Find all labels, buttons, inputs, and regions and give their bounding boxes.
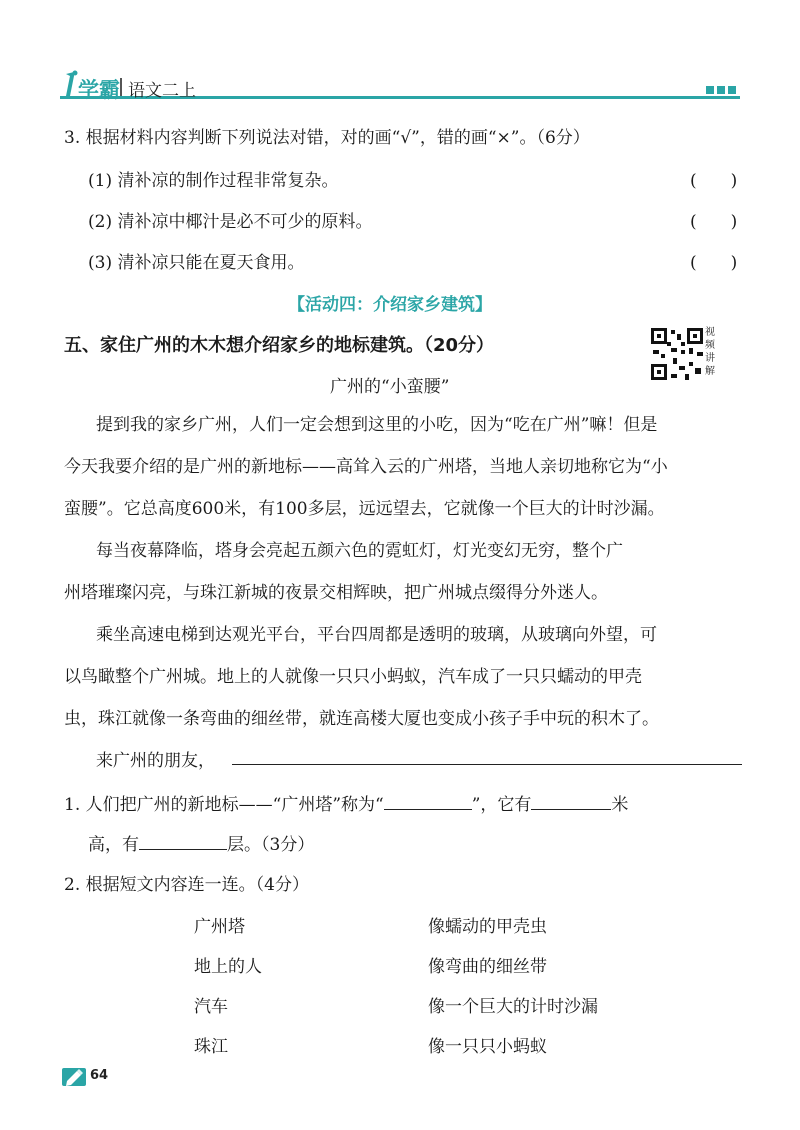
q2-stem: 2. 根据短文内容连一连。（4分） xyxy=(64,875,309,895)
q1-line2 xyxy=(88,830,314,855)
q3-stem: 3. 根据材料内容判断下列说法对错，对的画“√”，错的画“×”。（6分） xyxy=(64,128,590,148)
qr-label: 视频讲解 xyxy=(705,327,715,377)
q2-left-item[interactable]: 地上的人 xyxy=(194,957,262,977)
q2-right-item[interactable]: 像一个巨大的计时沙漏 xyxy=(428,997,598,1017)
passage-line: 虫，珠江就像一条弯曲的细丝带，就连高楼大厦也变成小孩子手中玩的积木了。 xyxy=(64,709,659,729)
q3-item-1: (1) 清补凉的制作过程非常复杂。 xyxy=(88,171,339,191)
q2-right-item[interactable]: 像弯曲的细丝带 xyxy=(428,957,547,977)
q1-blank-height[interactable] xyxy=(531,809,611,810)
page-number: 64 xyxy=(90,1068,109,1083)
q2-left-item[interactable]: 广州塔 xyxy=(194,917,245,937)
passage-line: 乘坐高速电梯到达观光平台，平台四周都是透明的玻璃，从玻璃向外望，可 xyxy=(96,625,657,645)
q1-text-d: 高，有 xyxy=(88,835,139,855)
activity-title: 【活动四：介绍家乡建筑】 xyxy=(288,295,492,315)
q3-answer-paren-3[interactable]: ( ) xyxy=(690,253,738,273)
passage-line: 州塔璀璨闪亮，与珠江新城的夜景交相辉映，把广州城点缀得分外迷人。 xyxy=(64,583,608,603)
q3-item-3: (3) 清补凉只能在夏天食用。 xyxy=(88,253,305,273)
q1-text-e: 层。（3分） xyxy=(227,835,315,855)
header-separator xyxy=(120,78,122,96)
q1-line1 xyxy=(64,790,628,815)
book-title: 语文二上 xyxy=(128,81,196,101)
passage-line: 以鸟瞰整个广州城。地上的人就像一只只小蚂蚁，汽车成了一只只蠕动的甲壳 xyxy=(64,667,642,687)
passage-line: 今天我要介绍的是广州的新地标——高耸入云的广州塔，当地人亲切地称它为“小 xyxy=(64,457,668,477)
pencil-icon xyxy=(62,1066,88,1088)
q2-right-item[interactable]: 像一只只小蚂蚁 xyxy=(428,1037,547,1057)
passage-line: 每当夜幕降临，塔身会亮起五颜六色的霓虹灯，灯光变幻无穷，整个广 xyxy=(96,541,623,561)
passage-line: 提到我的家乡广州，人们一定会想到这里的小吃，因为“吃在广州”嘛！但是 xyxy=(96,415,658,435)
q1-text-c: 米 xyxy=(611,795,629,815)
qr-code-icon[interactable] xyxy=(649,326,705,382)
q1-blank-floors[interactable] xyxy=(139,849,227,850)
passage-title: 广州的“小蛮腰” xyxy=(330,377,450,397)
brand-logo-text: 学霸 xyxy=(78,78,120,102)
q3-answer-paren-2[interactable]: ( ) xyxy=(690,212,738,232)
q1-text-a: 1. 人们把广州的新地标——“广州塔”称为“ xyxy=(64,795,384,815)
brand-logo-icon xyxy=(60,70,80,98)
q2-right-item[interactable]: 像蠕动的甲壳虫 xyxy=(428,917,547,937)
q2-left-item[interactable]: 汽车 xyxy=(194,997,228,1017)
page-number-badge xyxy=(62,1066,110,1088)
q3-answer-paren-1[interactable]: ( ) xyxy=(690,171,738,191)
passage-line-blank-lead: 来广州的朋友， xyxy=(96,751,215,771)
passage-line: 蛮腰”。它总高度600米，有100多层，远远望去，它就像一个巨大的计时沙漏。 xyxy=(64,499,665,519)
q2-left-item[interactable]: 珠江 xyxy=(194,1037,228,1057)
q1-blank-nickname[interactable] xyxy=(384,809,472,810)
part5-heading: 五、家住广州的木木想介绍家乡的地标建筑。（20分） xyxy=(64,335,495,356)
q3-item-2: (2) 清补凉中椰汁是必不可少的原料。 xyxy=(88,212,373,232)
q1-text-b: ”，它有 xyxy=(471,795,532,815)
passage-ending-blank[interactable] xyxy=(232,764,742,765)
